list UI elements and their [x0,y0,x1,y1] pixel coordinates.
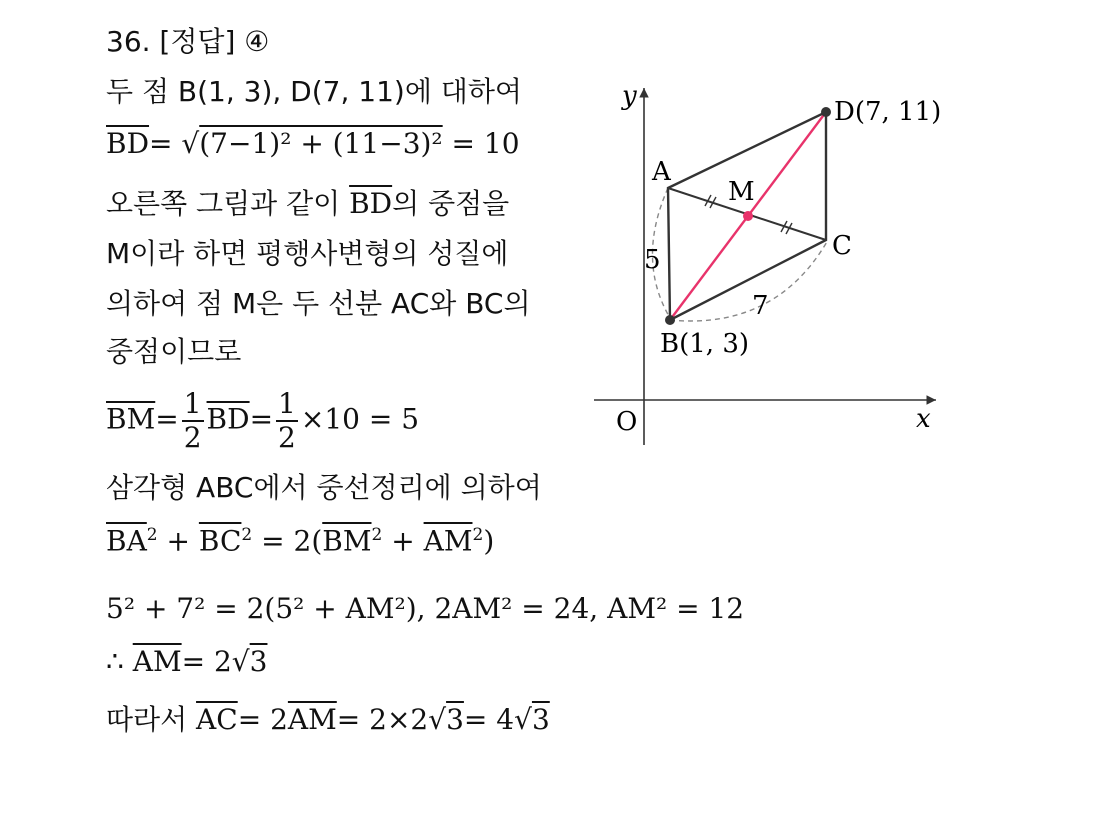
origin-label: O [616,407,638,437]
label-m: M [728,177,755,207]
line-midpoint-segments: 의하여 점 M은 두 선분 AC와 BC의 [106,287,531,320]
plus: + [382,524,424,558]
line-midpoint [106,187,510,220]
line-computation: 5² + 7² = 2(5² + AM²), 2AM² = 24, AM² = 12 [106,592,745,625]
label-b: B(1, 3) [660,329,750,359]
equals: = 4 [463,703,515,736]
square: 2 [472,525,484,545]
fraction-half [182,388,204,454]
line-points: 두 점 B(1, 3), D(7, 11)에 대하여 [106,75,522,108]
x-axis-label: x [916,404,931,434]
segment-bd: $\overline{BD}$ [349,187,393,220]
line-median-theorem: 삼각형 ABC에서 중선정리에 의하여 [106,471,542,504]
radicand: 3 [531,703,550,736]
segment-bd: $\overline{BD}$ [106,127,150,160]
label-side-7: 7 [752,291,769,321]
radicand: (7−1)² + (11−3)² [199,127,443,160]
equals: = 2 [237,703,288,736]
sqrt-symbol: √ [181,127,200,160]
sqrt-symbol: √ [514,703,532,736]
segment-ba: $\overline{BA}$ [106,524,147,558]
point-b [665,315,675,325]
segment-ac: $\overline{AC}$ [196,703,238,736]
numerator: 1 [276,388,298,422]
numerator: 1 [182,388,204,422]
segment-bc: $\overline{BC}$ [198,524,242,558]
denominator: 2 [183,421,202,455]
point-d [821,107,831,117]
square: 2 [241,525,253,545]
radicand: 3 [446,703,464,736]
segment-am: $\overline{AM}$ [132,645,182,678]
label-c: C [832,231,852,261]
line-conclusion: 중점이므로 [106,335,242,368]
fraction-half [276,388,298,454]
radicand: 3 [249,645,268,678]
paren: ) [483,524,495,558]
plus: + [157,524,199,558]
label-d: D(7, 11) [834,97,942,127]
segment-bm: $\overline{BM}$ [322,524,372,558]
therefore-symbol: ∴ [106,645,133,678]
line-therefore [106,645,268,678]
square: 2 [371,525,383,545]
sqrt-symbol: √ [231,645,250,678]
line-bm [106,388,419,454]
label-side-5: 5 [644,245,661,275]
equals: = [155,402,179,436]
result: = 10 [442,127,520,160]
text: 의 중점을 [392,187,510,220]
result: ×10 = 5 [300,402,420,436]
point-m [743,211,753,221]
line-parallelogram: M이라 하면 평행사변형의 성질에 [106,237,509,270]
text: 오른쪽 그림과 같이 [106,187,350,220]
equals: = 2 [181,645,232,678]
problem-header: 36. [정답] ④ [106,25,270,58]
sqrt-symbol: √ [428,703,447,736]
square: 2 [146,525,158,545]
segment-bd: $\overline{BD}$ [206,402,250,436]
equals: = [149,127,182,160]
line-bd-length [106,127,520,160]
line-answer [106,703,550,736]
parallelogram-figure [586,70,956,460]
denominator: 2 [278,421,296,455]
line-median-formula [106,524,495,558]
segment-bm: $\overline{BM}$ [106,402,156,436]
text: 따라서 [106,703,197,736]
segment-am: $\overline{AM}$ [287,703,337,736]
y-axis-label: y [622,81,637,111]
equals: = [249,402,274,436]
equals: = 2( [252,524,323,558]
equals: = 2×2 [336,703,429,736]
label-a: A [652,157,671,187]
segment-am: $\overline{AM}$ [423,524,473,558]
